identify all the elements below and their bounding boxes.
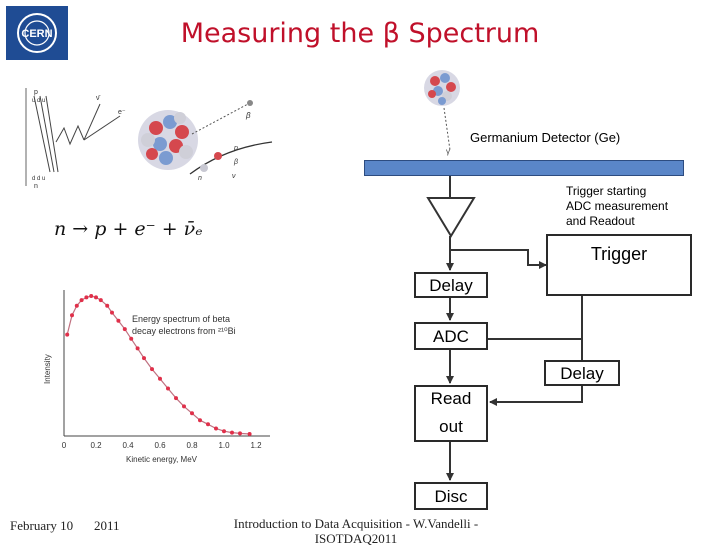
sketch-label-ddu: d d u — [32, 176, 46, 182]
cern-logo-text: CERN — [21, 28, 53, 40]
sketch-label-antineutrino: ν̄ — [96, 95, 100, 102]
trigger-label: Trigger — [590, 244, 648, 264]
delay-block-right — [544, 360, 620, 386]
footer-course-line1: Introduction to Data Acquisition - W.Vandelli - — [233, 516, 479, 531]
plot-title-line2: decay electrons from ²¹⁰Bi — [132, 326, 236, 336]
trigger-block — [546, 234, 692, 296]
trigger-note-line1: Trigger starting — [566, 184, 647, 198]
page-title: Measuring the β Spectrum — [180, 18, 540, 49]
x-tick-label: 0.2 — [90, 441, 102, 450]
sketch-label-beta-2: β — [234, 159, 238, 166]
x-tick-label: 0.4 — [122, 441, 134, 450]
sketch-label-neutrino: ν — [232, 173, 236, 180]
plot-title-line1: Energy spectrum of beta — [132, 314, 231, 324]
footer-course-line2: ISOTDAQ2011 — [314, 531, 398, 546]
sketch-label-proton: p — [234, 145, 238, 152]
svg-text:γ: γ — [446, 147, 450, 156]
sketch-label-neutron: n — [198, 175, 202, 182]
decay-equation: n → p + e⁻ + ν̄ₑ — [54, 218, 203, 240]
adc-block — [414, 322, 488, 350]
footer-year: 2011 — [94, 518, 120, 533]
trigger-note-line3: and Readout — [566, 214, 635, 228]
x-tick-label: 0.8 — [186, 441, 198, 450]
x-tick-label: 1.2 — [250, 441, 262, 450]
plot-xlabel: Kinetic energy, MeV — [126, 455, 197, 464]
trigger-note-line2: ADC measurement — [566, 199, 669, 213]
readout-block — [414, 385, 488, 442]
x-tick-label: 1.0 — [218, 441, 230, 450]
delay-right-label: Delay — [560, 364, 604, 383]
disc-block — [414, 482, 488, 510]
sketch-label-p: p — [34, 89, 38, 96]
x-tick-label: 0 — [61, 441, 67, 450]
amplifier-triangle — [428, 198, 474, 236]
footer-course — [218, 516, 494, 546]
disc-label: Disc — [434, 487, 468, 506]
footer-date: February 10 — [10, 518, 74, 533]
trigger-to-adc-line — [486, 296, 582, 339]
sketch-label-beta-1: β — [246, 111, 251, 120]
delay-to-readout-line — [490, 386, 582, 402]
detector-label: Germanium Detector (Ge) — [470, 130, 621, 145]
x-tick-label: 0.6 — [154, 441, 166, 450]
plot-ylabel: Intensity — [43, 354, 52, 384]
sketch-label-electron: e⁻ — [118, 109, 126, 116]
sketch-label-udu: u d u — [32, 98, 46, 104]
readout-label-line2: out — [439, 417, 463, 436]
sketch-label-n: n — [34, 183, 38, 190]
readout-label-line1: Read — [430, 389, 472, 408]
delay-block-top — [414, 272, 488, 298]
delay-top-label: Delay — [429, 276, 473, 295]
amp-to-trigger-line — [450, 250, 546, 265]
adc-label: ADC — [433, 327, 469, 346]
